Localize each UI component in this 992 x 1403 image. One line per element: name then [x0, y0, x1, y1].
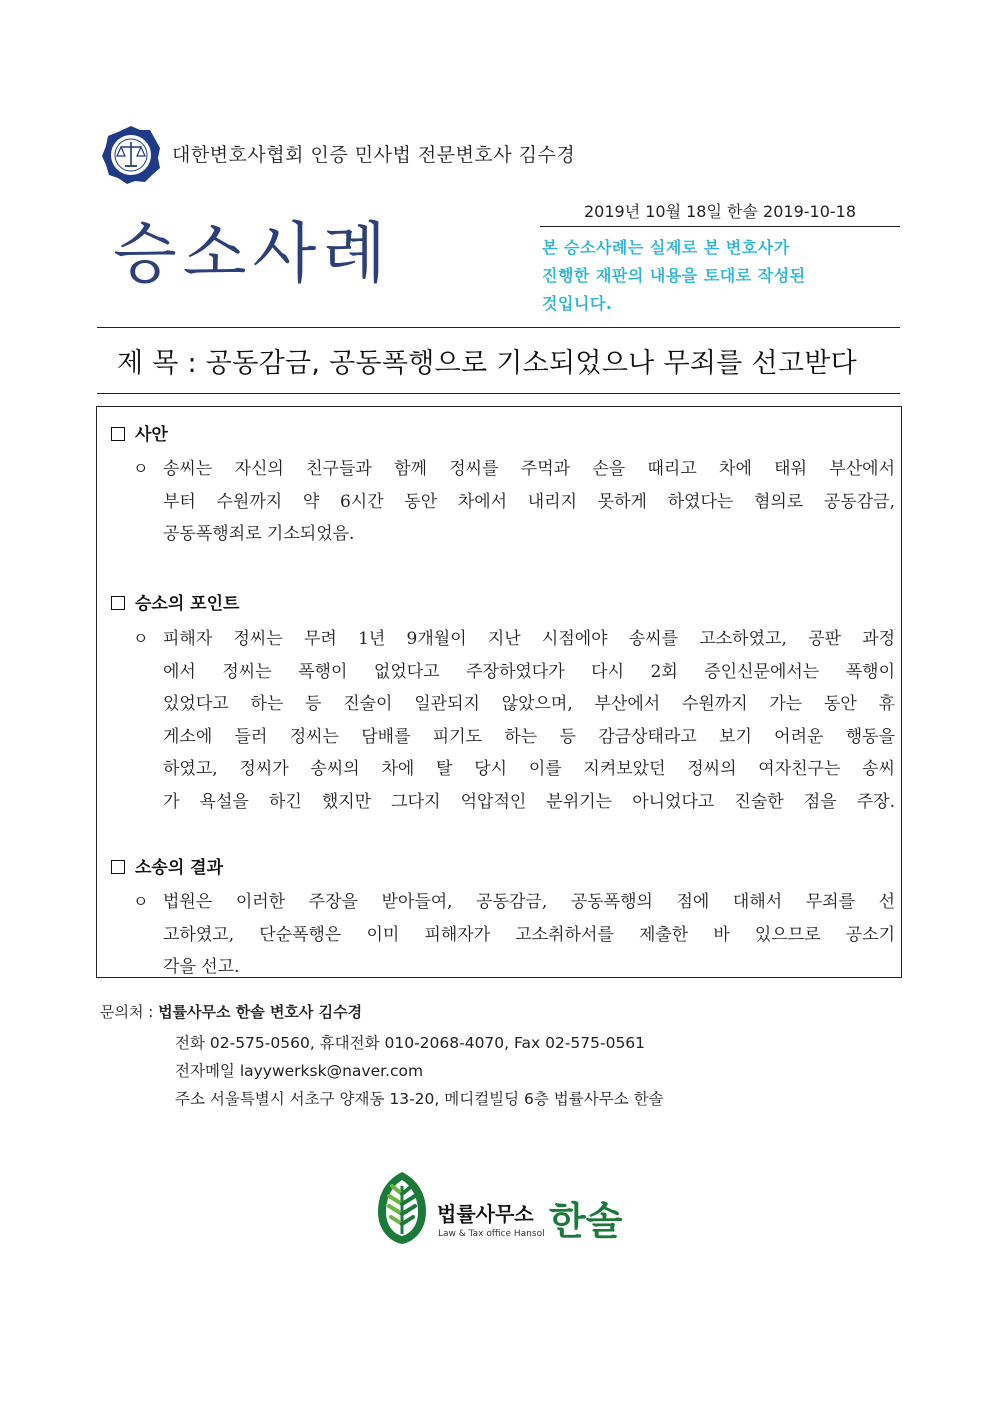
bar-association-seal-icon [100, 124, 162, 186]
notice-text [542, 234, 872, 318]
contact-heading [100, 1001, 362, 1022]
logo-brand-name: 한솔 [549, 1199, 623, 1243]
subject-line: 제 목 : 공동감금, 공동폭행으로 기소되었으나 무죄를 선고받다 [117, 348, 858, 379]
page-title: 승소사례 [113, 215, 393, 292]
notice-line: 것입니다. [542, 294, 613, 313]
section-body-case [133, 453, 895, 551]
body-line: 부터 수원까지 약 6시간 동안 차에서 내리지 못하게 하였다는 혐의로 공동감금, [163, 491, 895, 512]
checkbox-square-icon [111, 427, 125, 441]
dateline: 2019년 10월 18일 한솔 2019-10-18 [540, 199, 900, 227]
body-line: 고하였고, 단순폭행은 이미 피해자가 고소취하서를 제출한 바 있으므로 공소기 [163, 924, 895, 945]
contact-label: 문의처 : [100, 1003, 159, 1021]
section-heading-winning-point: 승소의 포인트 [111, 589, 239, 614]
case-content-box [96, 406, 902, 978]
notice-line: 진행한 재판의 내용을 토대로 작성된 [542, 266, 806, 285]
body-line: 하였고, 정씨가 송씨의 차에 탈 당시 이를 지켜보았던 정씨의 여자친구는 송씨 [163, 759, 895, 779]
body-line: 가 욕설을 하긴 했지만 그다지 억압적인 분위기는 아니었다고 진술한 점을 주장. [163, 791, 895, 812]
logo-firm-name: 법률사무소 [437, 1202, 534, 1226]
divider [97, 393, 900, 394]
checkbox-square-icon [111, 596, 125, 610]
body-line: 피해자 정씨는 무려 1년 9개월이 지난 시점에야 송씨를 고소하였고, 공판 과정 [163, 629, 895, 649]
bullet-marker: ㅇ [133, 459, 149, 478]
body-line: 각을 선고. [163, 957, 240, 977]
body-line: 공동폭행죄로 기소되었음. [163, 524, 355, 544]
section-heading-result: 소송의 결과 [111, 853, 223, 878]
notice-line: 본 승소사례는 실제로 본 변호사가 [542, 238, 790, 257]
body-line: 송씨는 자신의 친구들과 함께 정씨를 주먹과 손을 때리고 차에 태워 부산에서 [163, 459, 895, 479]
leaf-logo-icon [376, 1170, 428, 1246]
body-line: 에서 정씨는 폭행이 없었다고 주장하였다가 다시 2회 증인신문에서는 폭행이 [163, 661, 895, 682]
section-body-result [133, 886, 895, 984]
body-line: 있었다고 하는 등 진술이 일관되지 않았으며, 부산에서 수원까지 가는 동안 휴 [163, 694, 895, 714]
section-body-winning-point [133, 623, 895, 818]
bullet-marker: ㅇ [133, 629, 149, 648]
divider [97, 327, 900, 328]
association-certification-line: 대한변호사협회 인증 민사법 전문변호사 김수경 [172, 144, 576, 166]
contact-phone: 전화 02-575-0560, 휴대전화 010-2068-4070, Fax 02-575-0561 [175, 1034, 646, 1052]
body-line: 법원은 이러한 주장을 받아들여, 공동감금, 공동폭행의 점에 대해서 무죄를 선 [163, 892, 895, 912]
body-line: 게소에 들러 정씨는 담배를 피기도 하는 등 감금상태라고 보기 어려운 행동을 [163, 726, 895, 747]
logo-english-name: Law & Tax office Hansol [438, 1229, 545, 1239]
checkbox-square-icon [111, 860, 125, 874]
contact-address: 주소 서울특별시 서초구 양재동 13-20, 메디컬빌딩 6층 법률사무소 한솔 [175, 1090, 664, 1108]
bullet-marker: ㅇ [133, 892, 149, 911]
contact-firm-lawyer: 법률사무소 한솔 변호사 김수경 [158, 1003, 363, 1021]
section-heading-case: 사안 [111, 420, 168, 445]
contact-email: 전자메일 layywerksk@naver.com [175, 1062, 424, 1080]
